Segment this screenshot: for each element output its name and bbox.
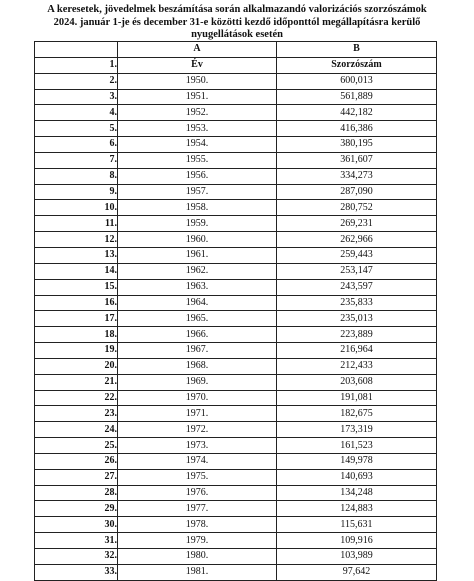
document-title: [10, 4, 464, 42]
table-row: [35, 263, 437, 279]
year-cell: 1958.: [118, 200, 277, 216]
year-cell: 1981.: [118, 564, 277, 580]
multiplier-cell: 115,631: [277, 517, 437, 533]
row-number-cell: 21.: [35, 374, 118, 390]
year-cell: 1950.: [118, 73, 277, 89]
table-row: [35, 137, 437, 153]
table-row: [35, 406, 437, 422]
multiplier-cell: 280,752: [277, 200, 437, 216]
row-number-cell: 1.: [35, 57, 118, 73]
multiplier-cell: 235,833: [277, 295, 437, 311]
multiplier-cell: 134,248: [277, 485, 437, 501]
multiplier-cell: 109,916: [277, 533, 437, 549]
column-letter-cell: A: [118, 42, 277, 58]
table-row: [35, 73, 437, 89]
year-header: Év: [118, 57, 277, 73]
multiplier-cell: 600,013: [277, 73, 437, 89]
valorization-table: [34, 41, 437, 581]
year-cell: 1980.: [118, 549, 277, 565]
table-row: [35, 501, 437, 517]
table-row: [35, 168, 437, 184]
multiplier-cell: 182,675: [277, 406, 437, 422]
year-cell: 1951.: [118, 89, 277, 105]
table-row: [35, 517, 437, 533]
row-number-cell: 13.: [35, 247, 118, 263]
year-cell: 1968.: [118, 358, 277, 374]
table-row: [35, 200, 437, 216]
row-number-cell: 25.: [35, 438, 118, 454]
row-number-cell: 11.: [35, 216, 118, 232]
table-row: [35, 152, 437, 168]
table-row: [35, 311, 437, 327]
year-cell: 1973.: [118, 438, 277, 454]
row-number-cell: 7.: [35, 152, 118, 168]
row-number-cell: 32.: [35, 549, 118, 565]
row-number-cell: 14.: [35, 263, 118, 279]
row-number-cell: 5.: [35, 121, 118, 137]
row-number-cell: 29.: [35, 501, 118, 517]
year-cell: 1971.: [118, 406, 277, 422]
year-cell: 1979.: [118, 533, 277, 549]
multiplier-cell: 223,889: [277, 327, 437, 343]
multiplier-cell: 216,964: [277, 343, 437, 359]
row-number-cell: 27.: [35, 469, 118, 485]
multiplier-header: Szorzószám: [277, 57, 437, 73]
row-number-cell: 4.: [35, 105, 118, 121]
table-row: [35, 564, 437, 580]
table-row: [35, 438, 437, 454]
row-number-cell: 12.: [35, 232, 118, 248]
multiplier-cell: 380,195: [277, 137, 437, 153]
year-cell: 1976.: [118, 485, 277, 501]
year-cell: 1955.: [118, 152, 277, 168]
table-row: [35, 422, 437, 438]
column-letter-row: [35, 42, 437, 58]
table-row: [35, 295, 437, 311]
multiplier-cell: 103,989: [277, 549, 437, 565]
year-cell: 1972.: [118, 422, 277, 438]
column-letter-cell: B: [277, 42, 437, 58]
table-row: [35, 533, 437, 549]
year-cell: 1966.: [118, 327, 277, 343]
row-number-cell: 6.: [35, 137, 118, 153]
table-row: [35, 232, 437, 248]
row-number-cell: 31.: [35, 533, 118, 549]
table-row: [35, 279, 437, 295]
year-cell: 1967.: [118, 343, 277, 359]
table-row: [35, 89, 437, 105]
multiplier-cell: 416,386: [277, 121, 437, 137]
title-line: A keresetek, jövedelmek beszámítása során alkalmazandó valorizációs szorzószámok: [47, 4, 427, 15]
row-number-cell: 20.: [35, 358, 118, 374]
title-line: nyugellátások esetén: [191, 29, 283, 40]
multiplier-cell: 161,523: [277, 438, 437, 454]
multiplier-cell: 191,081: [277, 390, 437, 406]
multiplier-cell: 97,642: [277, 564, 437, 580]
year-cell: 1956.: [118, 168, 277, 184]
multiplier-cell: 173,319: [277, 422, 437, 438]
title-line: 2024. január 1-je és december 31-e közötti kezdő időponttól megállapításra kerülő: [53, 16, 421, 28]
multiplier-cell: 235,013: [277, 311, 437, 327]
year-cell: 1954.: [118, 137, 277, 153]
table-row: [35, 453, 437, 469]
row-number-cell: 3.: [35, 89, 118, 105]
row-number-cell: 26.: [35, 453, 118, 469]
table-row: [35, 390, 437, 406]
table-row: [35, 374, 437, 390]
multiplier-cell: 212,433: [277, 358, 437, 374]
table-row: [35, 358, 437, 374]
multiplier-cell: 442,182: [277, 105, 437, 121]
table-row: [35, 121, 437, 137]
multiplier-cell: 259,443: [277, 247, 437, 263]
multiplier-cell: 124,883: [277, 501, 437, 517]
table-row: [35, 485, 437, 501]
table-row: [35, 105, 437, 121]
table-row: [35, 327, 437, 343]
row-number-cell: 2.: [35, 73, 118, 89]
multiplier-cell: 334,273: [277, 168, 437, 184]
multiplier-cell: 361,607: [277, 152, 437, 168]
year-cell: 1959.: [118, 216, 277, 232]
row-number-cell: 10.: [35, 200, 118, 216]
multiplier-cell: 262,966: [277, 232, 437, 248]
row-number-cell: 23.: [35, 406, 118, 422]
table-row: [35, 216, 437, 232]
year-cell: 1975.: [118, 469, 277, 485]
multiplier-cell: 287,090: [277, 184, 437, 200]
multiplier-cell: 269,231: [277, 216, 437, 232]
year-cell: 1953.: [118, 121, 277, 137]
year-cell: 1965.: [118, 311, 277, 327]
multiplier-cell: 561,889: [277, 89, 437, 105]
row-number-cell: 9.: [35, 184, 118, 200]
year-cell: 1960.: [118, 232, 277, 248]
row-number-cell: 17.: [35, 311, 118, 327]
year-cell: 1961.: [118, 247, 277, 263]
year-cell: 1977.: [118, 501, 277, 517]
year-cell: 1964.: [118, 295, 277, 311]
multiplier-cell: 253,147: [277, 263, 437, 279]
table-row: [35, 247, 437, 263]
row-number-cell: 22.: [35, 390, 118, 406]
table-row: [35, 343, 437, 359]
row-number-cell: 16.: [35, 295, 118, 311]
year-cell: 1970.: [118, 390, 277, 406]
year-cell: 1962.: [118, 263, 277, 279]
table-row: [35, 469, 437, 485]
row-number-cell: 30.: [35, 517, 118, 533]
row-number-cell: 15.: [35, 279, 118, 295]
row-number-cell: 8.: [35, 168, 118, 184]
multiplier-cell: 243,597: [277, 279, 437, 295]
multiplier-cell: 149,978: [277, 453, 437, 469]
row-number-cell: 24.: [35, 422, 118, 438]
header-row: [35, 57, 437, 73]
column-letter-cell: [35, 42, 118, 58]
multiplier-cell: 203,608: [277, 374, 437, 390]
year-cell: 1952.: [118, 105, 277, 121]
row-number-cell: 19.: [35, 343, 118, 359]
year-cell: 1974.: [118, 453, 277, 469]
table-row: [35, 549, 437, 565]
row-number-cell: 28.: [35, 485, 118, 501]
year-cell: 1963.: [118, 279, 277, 295]
year-cell: 1978.: [118, 517, 277, 533]
multiplier-cell: 140,693: [277, 469, 437, 485]
year-cell: 1969.: [118, 374, 277, 390]
table-row: [35, 184, 437, 200]
year-cell: 1957.: [118, 184, 277, 200]
row-number-cell: 33.: [35, 564, 118, 580]
row-number-cell: 18.: [35, 327, 118, 343]
